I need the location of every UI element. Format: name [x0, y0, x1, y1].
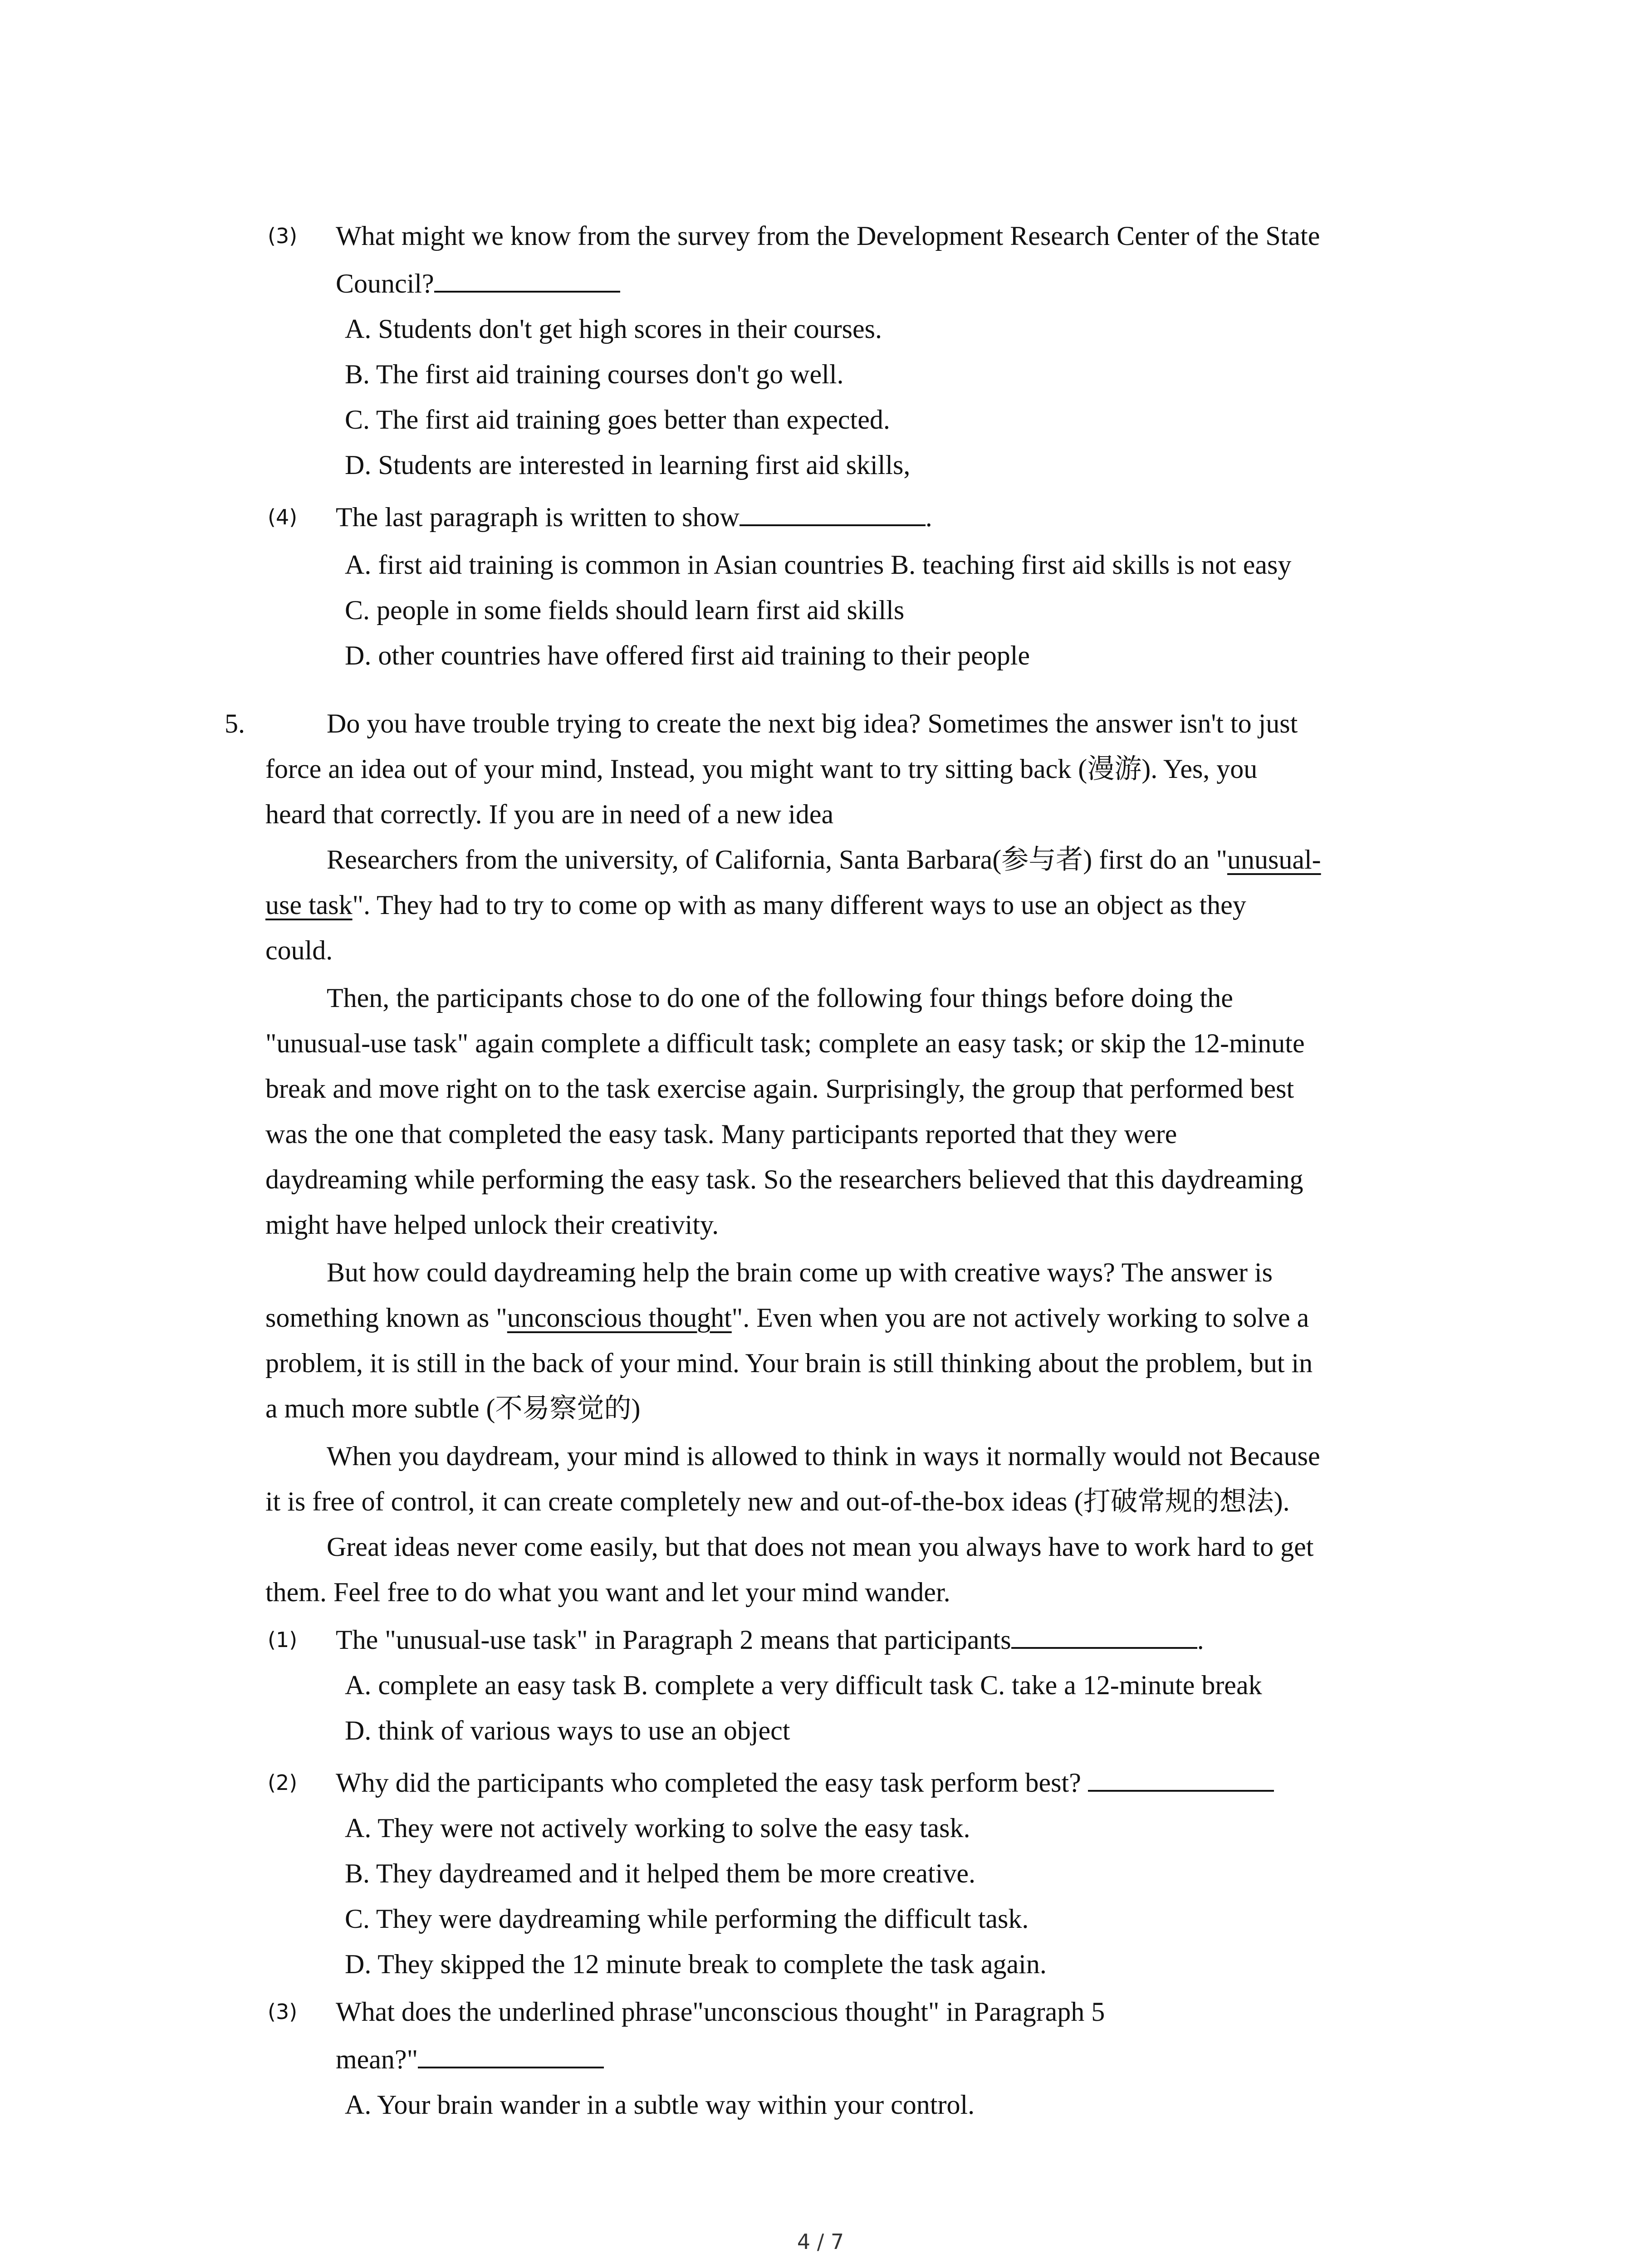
paragraph-line: Then, the participants chose to do one of the following four things before doing the	[327, 983, 1233, 1013]
paragraph-line: Great ideas never come easily, but that does not mean you always have to work hard to get	[327, 1532, 1314, 1562]
answer-blank[interactable]	[418, 2039, 604, 2068]
question-text	[336, 2037, 604, 2082]
option: A. first aid training is common in Asian countries B. teaching first aid skills is not easy	[345, 550, 1292, 580]
paragraph-line	[265, 1295, 1309, 1340]
answer-blank[interactable]	[1011, 1620, 1197, 1649]
answer-blank[interactable]	[1088, 1763, 1274, 1792]
underlined-phrase: unconscious thought	[507, 1303, 732, 1333]
passage-number: 5.	[225, 709, 245, 738]
option: A. Students don't get high scores in their courses.	[345, 314, 882, 344]
question-text	[336, 1760, 1274, 1805]
option: D. Students are interested in learning first aid skills,	[345, 450, 911, 480]
paragraph-line: could.	[265, 935, 333, 965]
question-text: What does the underlined phrase"unconscious thought" in Paragraph 5	[336, 1997, 1105, 2027]
option: A. complete an easy task B. complete a very difficult task C. take a 12-minute break	[345, 1670, 1262, 1700]
paragraph-line	[265, 882, 1246, 928]
paragraph-line: Do you have trouble trying to create the next big idea? Sometimes the answer isn't to just	[327, 709, 1298, 738]
paragraph-line: problem, it is still in the back of your mind. Your brain is still thinking about the problem, but in	[265, 1348, 1313, 1378]
question-text: What might we know from the survey from the Development Research Center of the State	[336, 221, 1320, 251]
page-number: 4 / 7	[797, 2229, 844, 2254]
option: D. other countries have offered first aid training to their people	[345, 640, 1030, 670]
paragraph-line: When you daydream, your mind is allowed to think in ways it normally would not Because	[327, 1441, 1320, 1471]
question-number: (4)	[268, 505, 298, 529]
question-text-end: .	[1197, 1625, 1204, 1655]
option: A. Your brain wander in a subtle way within your control.	[345, 2090, 975, 2120]
question-text-cont: Council?	[336, 269, 434, 298]
option: A. They were not actively working to solve the easy task.	[345, 1813, 970, 1843]
underlined-phrase: unusual-	[1227, 845, 1321, 875]
text-run: something known as "	[265, 1303, 507, 1333]
option: D. think of various ways to use an object	[345, 1716, 790, 1745]
paragraph-line: was the one that completed the easy task. Many participants reported that they were	[265, 1119, 1177, 1149]
question-number: (3)	[268, 1999, 298, 2024]
paragraph-line: it is free of control, it can create completely new and out-of-the-box ideas (打破常规的想法).	[265, 1486, 1290, 1516]
paragraph-line: daydreaming while performing the easy task. So the researchers believed that this daydreaming	[265, 1164, 1303, 1194]
text-run: ". They had to try to come op with as many different ways to use an object as they	[352, 890, 1246, 920]
paragraph-line: "unusual-use task" again complete a difficult task; complete an easy task; or skip the 12-minute	[265, 1028, 1305, 1058]
answer-blank[interactable]	[740, 497, 926, 526]
answer-blank[interactable]	[434, 264, 620, 293]
paragraph-line: heard that correctly. If you are in need of a new idea	[265, 799, 834, 829]
paragraph-line	[327, 837, 1321, 882]
question-text-main: The "unusual-use task" in Paragraph 2 means that participants	[336, 1625, 1011, 1655]
question-text	[336, 494, 932, 540]
question-number: (1)	[268, 1628, 298, 1652]
paragraph-line: might have helped unlock their creativity.	[265, 1210, 719, 1240]
paragraph-line: a much more subtle (不易察觉的)	[265, 1393, 641, 1423]
option: B. The first aid training courses don't go well.	[345, 359, 844, 389]
question-number: (3)	[268, 224, 298, 248]
question-text	[336, 1617, 1204, 1662]
paragraph-line: break and move right on to the task exercise again. Surprisingly, the group that performed best	[265, 1074, 1294, 1104]
option: C. They were daydreaming while performing the difficult task.	[345, 1904, 1029, 1934]
option: C. The first aid training goes better than expected.	[345, 405, 890, 435]
option: B. They daydreamed and it helped them be more creative.	[345, 1858, 976, 1888]
question-number: (2)	[268, 1770, 298, 1795]
paragraph-line: them. Feel free to do what you want and let your mind wander.	[265, 1577, 950, 1607]
question-text-end: .	[925, 502, 932, 532]
option: C. people in some fields should learn first aid skills	[345, 595, 905, 625]
text-run: Researchers from the university, of California, Santa Barbara(参与者) first do an "	[327, 845, 1227, 875]
option: D. They skipped the 12 minute break to complete the task again.	[345, 1949, 1047, 1979]
question-text-main: The last paragraph is written to show	[336, 502, 740, 532]
question-text-main: Why did the participants who completed the easy task perform best?	[336, 1768, 1081, 1798]
question-text-cont: mean?"	[336, 2044, 418, 2074]
paragraph-line: But how could daydreaming help the brain come up with creative ways? The answer is	[327, 1257, 1273, 1287]
question-text	[336, 261, 620, 306]
underlined-phrase: use task	[265, 890, 353, 920]
paragraph-line: force an idea out of your mind, Instead, you might want to try sitting back (漫游). Yes, you	[265, 754, 1258, 784]
text-run: ". Even when you are not actively working to solve a	[731, 1303, 1309, 1333]
